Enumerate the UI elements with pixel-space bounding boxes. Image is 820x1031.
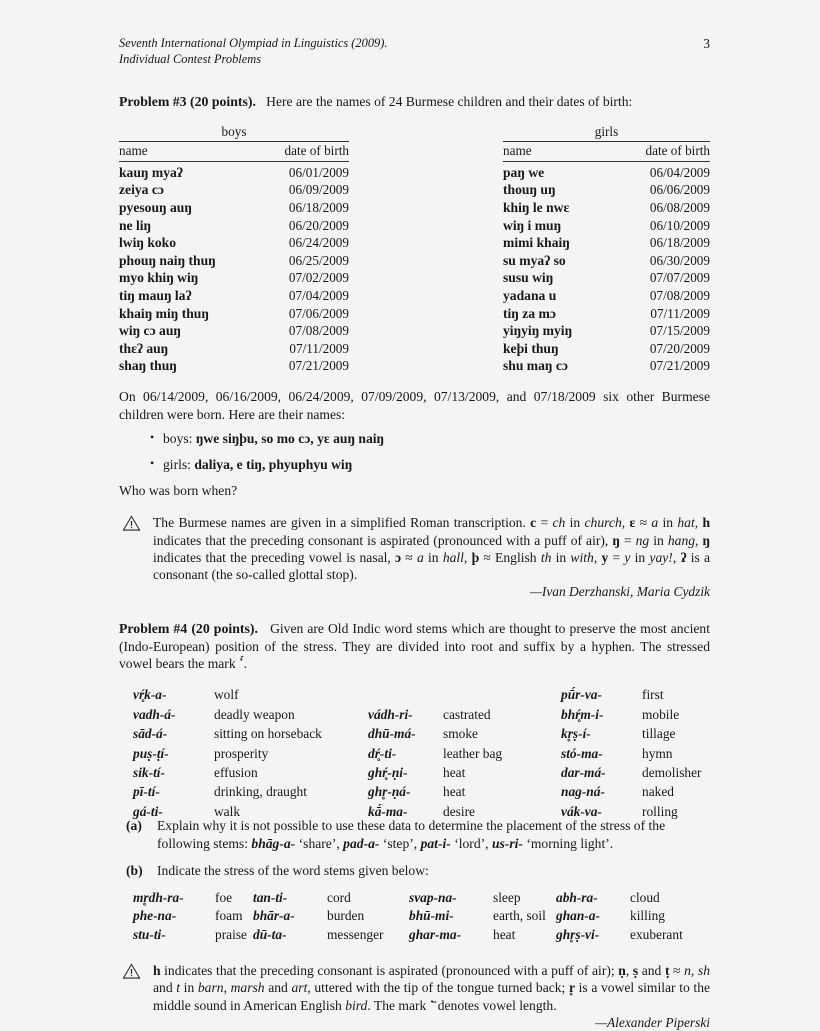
note-seg: in: [551, 549, 571, 565]
glossary-column-3: [561, 685, 702, 821]
running-head: [119, 36, 710, 67]
length-mark: ˙̄: [429, 997, 435, 1013]
stem-word: dhū-má-: [368, 726, 416, 742]
note-seg: ,: [625, 963, 633, 979]
note-seg: church: [584, 515, 622, 531]
girls-dob: 06/08/2009: [649, 199, 710, 215]
note-seg: ŋ: [702, 532, 711, 548]
stem-word: kā́-ma-: [368, 803, 408, 819]
part-a-text: Explain why it is not possible to use these data to determine the placement of the stress of the following stems: bhāg-a- ‘share’, pad-a- ‘step’, pat-i- ‘lord’, us-ri- ‘morning light’.: [157, 818, 666, 851]
stem-word: ghan-a-: [556, 908, 600, 924]
girls-dob: 06/06/2009: [649, 182, 710, 198]
boys-dob: 07/11/2009: [289, 340, 349, 356]
part-b-label: (b): [126, 862, 143, 878]
boys-name: wiŋ cɔ auŋ: [119, 323, 181, 339]
glossary-b-column-2: [253, 889, 384, 944]
list-item: [133, 724, 322, 743]
table-row: [503, 358, 710, 376]
list-item: [561, 763, 702, 782]
bullet-label-boys: boys:: [163, 430, 193, 446]
problem3-title: Problem #3 (20 points).: [119, 94, 256, 109]
list-item: [409, 907, 546, 925]
table-row: [503, 199, 710, 217]
table-row: [119, 199, 349, 217]
stem-gloss: ‘step’: [382, 835, 414, 851]
stem-word: ghar-ma-: [409, 926, 462, 942]
boys-name: phouŋ naiŋ thuŋ: [119, 252, 216, 268]
problem4-title: Problem #4 (20 points).: [119, 621, 258, 637]
table-row: [119, 252, 349, 270]
problem3-intro: Here are the names of 24 Burmese children and their dates of birth:: [266, 94, 633, 109]
table-row: [119, 235, 349, 253]
stem-word: pī-tí-: [133, 784, 160, 800]
note-seg: a: [651, 515, 659, 531]
girls-name: yadana u: [503, 287, 557, 303]
stem-gloss: walk: [214, 803, 241, 819]
boys-dob: 06/09/2009: [288, 182, 349, 198]
boys-table-caption: boys: [221, 124, 247, 140]
table-row: [119, 182, 349, 200]
stem-word: us-ri-: [491, 835, 523, 851]
note-seg: t: [176, 980, 181, 996]
list-item: [368, 724, 502, 743]
stem-word: kr̥ṣ-í-: [561, 726, 591, 742]
stem-gloss: heat: [443, 784, 466, 800]
list-item: [133, 763, 322, 782]
list-item: [556, 926, 683, 944]
note-seg: h: [153, 963, 161, 979]
problem4-note: [119, 962, 710, 1014]
stem-word: pū́r-va-: [561, 687, 602, 703]
note-seg: hang: [667, 532, 696, 548]
girls-header-name: name: [503, 142, 610, 162]
list-item: [561, 705, 702, 724]
note-seg: n: [684, 963, 691, 979]
table-row: [119, 287, 349, 305]
part-a-seg: .: [609, 835, 614, 851]
girls-name: wiŋ i muŋ: [503, 217, 562, 233]
running-head-line2: Individual Contest Problems: [119, 51, 262, 66]
boys-dob: 07/06/2009: [288, 305, 349, 321]
stem-word: stu-ti-: [133, 926, 166, 942]
list-item: [163, 456, 710, 473]
problem3-question: Who was born when?: [119, 482, 238, 498]
note-seg: ṭ: [664, 963, 670, 979]
note-seg: sh: [697, 963, 711, 979]
note-seg: th: [540, 549, 552, 565]
problem3-note: [119, 514, 710, 583]
stem-word: stó-ma-: [561, 745, 603, 761]
glossary-b-column-1: [133, 889, 247, 944]
problem4-part-a: [119, 817, 710, 852]
girls-dob: 07/21/2009: [649, 358, 710, 374]
part-b-text: Indicate the stress of the word stems given below:: [157, 862, 429, 878]
list-item: [253, 889, 384, 907]
boys-table-body: [119, 162, 349, 376]
table-row: [503, 305, 710, 323]
note-seg: in: [423, 549, 443, 565]
problem4-byline: —Alexander Piperski: [595, 1015, 710, 1031]
boys-dob: 06/01/2009: [288, 164, 349, 180]
girls-name: khiŋ le nwɛ: [503, 199, 570, 215]
stem-word: bhū-mi-: [409, 908, 454, 924]
note-seg: with: [570, 549, 594, 565]
girls-dob: 07/15/2009: [649, 323, 710, 339]
stress-mark: ˙́: [239, 656, 244, 671]
stem-word: bhŕ̥m-i-: [561, 706, 604, 722]
note-seg: h: [702, 515, 711, 531]
note-seg: ,: [672, 549, 681, 565]
glossary-b-column-4: [556, 889, 683, 944]
note-seg: in: [658, 515, 678, 531]
note-seg: ,: [695, 532, 703, 548]
list-item: [133, 889, 247, 907]
glossary-column-2: [368, 705, 502, 821]
note-seg: r̥: [568, 980, 576, 996]
girls-table: [503, 124, 710, 375]
stem-gloss: effusion: [214, 764, 258, 780]
boys-name: myo khiŋ wiŋ: [119, 270, 199, 286]
glossary-column-1: [133, 685, 322, 821]
stem-gloss: desire: [443, 803, 475, 819]
table-row: [119, 358, 349, 376]
problem4-heading: [119, 620, 710, 672]
girls-dob: 07/08/2009: [649, 287, 710, 303]
stem-word: bhār-a-: [253, 908, 295, 924]
girls-table-body: [503, 162, 710, 376]
boys-name: shaŋ thuŋ: [119, 358, 177, 374]
table-row: [503, 235, 710, 253]
note-seg: , uttered with the tip of the tongue turned back;: [307, 980, 569, 996]
note-seg: in: [630, 549, 650, 565]
stem-word: puṣ-ṭí-: [133, 745, 169, 761]
note-seg: is a vowel similar to the middle sound in American English: [153, 980, 711, 1013]
stem-word: ghr̥ṣ-vi-: [556, 926, 600, 942]
boys-name: ne liŋ: [119, 217, 152, 233]
note-seg: bird: [345, 997, 368, 1013]
stem-gloss: burden: [327, 908, 365, 924]
note-seg: . The mark: [367, 997, 430, 1013]
list-item: [133, 705, 322, 724]
note-seg: barn: [197, 980, 224, 996]
note-seg: ,: [593, 549, 602, 565]
problem4-part-b-glossary: [119, 889, 710, 947]
stem-word: abh-ra-: [556, 890, 598, 906]
girls-dob: 06/30/2009: [649, 252, 710, 268]
table-row: [503, 252, 710, 270]
stem-gloss: drinking, draught: [214, 784, 307, 800]
girls-name: su myaʔ so: [503, 252, 566, 268]
girls-name: mimi khaiŋ: [503, 235, 570, 251]
note-seg: indicates that the preceding consonant is aspirated (pronounced with a puff of air);: [160, 963, 619, 979]
stem-word: ghr̥-ṇá-: [368, 784, 411, 800]
list-item: [368, 763, 502, 782]
note-seg: is a consonant (the so-called glottal stop).: [153, 549, 711, 583]
bullet-names-boys: ŋwe siŋþu, so mo cɔ, yɛ auŋ naiŋ: [195, 430, 385, 446]
warning-icon: [122, 515, 141, 531]
note-seg: indicates that the preceding vowel is nasal,: [153, 549, 396, 565]
stem-gloss: naked: [642, 784, 674, 800]
note-seg: ,: [694, 515, 703, 531]
note-seg: ,: [690, 963, 698, 979]
list-item: [561, 744, 702, 763]
note-seg: in: [565, 515, 585, 531]
note-seg: hat: [677, 515, 695, 531]
boys-dob: 06/20/2009: [288, 217, 349, 233]
glossary-b-column-3: [409, 889, 546, 944]
girls-name: keþi thuŋ: [503, 340, 559, 356]
problem4-intro: Given are Old Indic word stems which are thought to preserve the most ancient (Indo-European) position of the stress. They are divided into root and suffix by a hyphen. The stressed vowel bears the mark: [119, 621, 710, 671]
stem-word: vŕ̥k-a-: [133, 687, 167, 703]
stem-gloss: rolling: [642, 803, 678, 819]
stem-word: dū-ta-: [253, 926, 287, 942]
problem3-byline: —Ivan Derzhanski, Maria Cydzik: [529, 584, 710, 600]
note-seg: indicates that the preceding consonant is aspirated (pronounced with a puff of air),: [153, 532, 613, 548]
list-item: [133, 782, 322, 801]
stem-word: dŕ̥-ti-: [368, 745, 397, 761]
table-row: [503, 182, 710, 200]
stem-word: vadh-á-: [133, 706, 176, 722]
stem-word: gá-ti-: [133, 803, 163, 819]
stem-word: nag-ná-: [561, 784, 605, 800]
stem-gloss: sleep: [493, 890, 521, 906]
problem4-intro-end: .: [243, 656, 247, 671]
boys-name: khaiŋ miŋ thuŋ: [119, 305, 209, 321]
stem-gloss: heat: [443, 764, 466, 780]
stem-gloss: sitting on horseback: [214, 726, 322, 742]
stem-gloss: castrated: [443, 706, 491, 722]
list-item: [133, 685, 322, 704]
boys-name: kauŋ myaʔ: [119, 164, 183, 180]
stem-word: bhāg-a-: [251, 835, 296, 851]
note-seg: ≈ English: [479, 549, 541, 565]
table-row: [119, 340, 349, 358]
note-seg: and: [153, 980, 177, 996]
note-seg: y: [601, 549, 609, 565]
stem-gloss: demolisher: [642, 764, 702, 780]
note-seg: The Burmese names are given in a simplified Roman transcription.: [153, 515, 531, 531]
girls-name: paŋ we: [503, 164, 545, 180]
boys-name: pyesouŋ auŋ: [119, 199, 192, 215]
stem-word: phe-na-: [133, 908, 177, 924]
name-tables: [119, 124, 710, 375]
note-seg: yay!: [649, 549, 673, 565]
note-seg: in: [649, 532, 668, 548]
stem-word: ghŕ̥-ṇi-: [368, 764, 408, 780]
girls-header-dob: date of birth: [610, 142, 710, 162]
table-row: [503, 287, 710, 305]
girls-dob: 06/10/2009: [649, 217, 710, 233]
stem-gloss: prosperity: [214, 745, 269, 761]
list-item: [409, 889, 546, 907]
girls-dob: 07/11/2009: [650, 305, 710, 321]
problem3-bullet-list: [119, 430, 710, 473]
problem4-note-text: [153, 962, 710, 1014]
note-seg: ,: [463, 549, 472, 565]
girls-table-caption: girls: [594, 124, 619, 140]
table-row: [119, 162, 349, 182]
stem-gloss: killing: [630, 908, 665, 924]
boys-name: lwiŋ koko: [119, 235, 177, 251]
stem-word: sād-á-: [133, 726, 168, 742]
boys-dob: 07/02/2009: [288, 270, 349, 286]
note-seg: ,: [621, 515, 630, 531]
stem-gloss: first: [642, 687, 664, 703]
stem-gloss: ‘share’: [298, 835, 337, 851]
stem-gloss: mobile: [642, 706, 680, 722]
list-item: [368, 705, 502, 724]
table-row: [503, 340, 710, 358]
note-seg: c: [530, 515, 537, 531]
note-seg: in: [180, 980, 198, 996]
stem-word: vák-va-: [561, 803, 602, 819]
boys-name: zeiya cɔ: [119, 182, 164, 198]
table-row: [503, 323, 710, 341]
stem-gloss: cord: [327, 890, 351, 906]
list-item: [561, 685, 702, 704]
note-seg: ,: [223, 980, 231, 996]
note-seg: ch: [552, 515, 566, 531]
stem-word: tan-ti-: [253, 890, 288, 906]
stem-gloss: heat: [493, 926, 516, 942]
stem-gloss: hymn: [642, 745, 673, 761]
list-item: [556, 907, 683, 925]
note-seg: ≈: [401, 549, 417, 565]
stem-word: pat-i-: [420, 835, 451, 851]
list-item: [409, 926, 546, 944]
boys-dob: 06/25/2009: [288, 252, 349, 268]
boys-dob: 06/18/2009: [288, 199, 349, 215]
girls-name: susu wiŋ: [503, 270, 554, 286]
table-row: [503, 270, 710, 288]
stem-gloss: messenger: [327, 926, 384, 942]
part-a-label: (a): [126, 818, 142, 834]
boys-table: [119, 124, 349, 375]
stem-gloss: foam: [215, 908, 243, 924]
note-seg: ʔ: [680, 549, 687, 565]
note-seg: ɛ: [629, 515, 636, 531]
note-seg: a: [417, 549, 424, 565]
problem3-heading: [119, 93, 710, 110]
stem-gloss: earth, soil: [493, 908, 546, 924]
girls-name: yiŋyiŋ myiŋ: [503, 323, 573, 339]
boys-dob: 07/21/2009: [288, 358, 349, 374]
table-row: [119, 305, 349, 323]
girls-name: shu maŋ cɔ: [503, 358, 568, 374]
note-seg: ≈: [669, 963, 685, 979]
note-seg: and: [264, 980, 292, 996]
table-row: [503, 162, 710, 182]
list-item: [133, 744, 322, 763]
girls-name: thouŋ uŋ: [503, 182, 556, 198]
list-item: [133, 926, 247, 944]
stem-gloss: praise: [215, 926, 247, 942]
list-item: [368, 744, 502, 763]
note-seg: hall: [442, 549, 464, 565]
page-number: 3: [703, 36, 710, 51]
list-item: [561, 782, 702, 801]
table-row: [503, 217, 710, 235]
stem-gloss: wolf: [214, 687, 239, 703]
bullet-label-girls: girls:: [163, 456, 191, 472]
stem-gloss: foe: [215, 890, 233, 906]
running-head-line1: Seventh International Olympiad in Linguistics (2009).: [119, 36, 388, 50]
note-seg: denotes vowel length.: [434, 997, 557, 1013]
table-row: [119, 270, 349, 288]
table-row: [119, 323, 349, 341]
boys-name: thɛʔ auŋ: [119, 340, 169, 356]
note-seg: =: [608, 549, 625, 565]
table-row: [119, 217, 349, 235]
girls-dob: 07/20/2009: [649, 340, 710, 356]
stem-word: mr̥dh-ra-: [133, 890, 184, 906]
boys-dob: 07/04/2009: [288, 287, 349, 303]
girls-dob: 06/04/2009: [649, 164, 710, 180]
problem3-paragraph: On 06/14/2009, 06/16/2009, 06/24/2009, 07/09/2009, 07/13/2009, and 07/18/2009 six other Burmese children were born. Here are their names:: [119, 389, 710, 422]
problem4-glossary: [119, 685, 710, 819]
stem-gloss: smoke: [443, 726, 478, 742]
note-seg: art: [291, 980, 308, 996]
stem-gloss: exuberant: [630, 926, 683, 942]
note-seg: ṣ: [632, 963, 639, 979]
list-item: [368, 782, 502, 801]
stem-word: pad-a-: [343, 835, 380, 851]
stem-word: vádh-ri-: [368, 706, 413, 722]
girls-dob: 07/07/2009: [649, 270, 710, 286]
note-seg: marsh: [230, 980, 265, 996]
boys-dob: 06/24/2009: [288, 235, 349, 251]
note-seg: þ: [471, 549, 480, 565]
note-seg: =: [536, 515, 553, 531]
stem-gloss: cloud: [630, 890, 660, 906]
note-seg: ṇ: [618, 963, 626, 979]
note-seg: =: [619, 532, 636, 548]
stem-word: dar-má-: [561, 764, 606, 780]
list-item: [163, 430, 710, 447]
list-item: [253, 926, 384, 944]
girls-name: tiŋ za mɔ: [503, 305, 556, 321]
stem-gloss: tillage: [642, 726, 676, 742]
girls-dob: 06/18/2009: [649, 235, 710, 251]
note-seg: and: [638, 963, 665, 979]
list-item: [253, 907, 384, 925]
list-item: [133, 907, 247, 925]
boys-name: tiŋ mauŋ laʔ: [119, 287, 192, 303]
note-seg: ≈: [635, 515, 652, 531]
stem-word: svap-na-: [409, 890, 457, 906]
note-seg: ng: [635, 532, 650, 548]
warning-icon: [122, 963, 141, 979]
boys-dob: 07/08/2009: [288, 323, 349, 339]
stem-gloss: ‘lord’: [454, 835, 486, 851]
boys-header-name: name: [119, 142, 257, 162]
problem4-part-b: [119, 862, 710, 879]
stem-word: sik-tí-: [133, 764, 165, 780]
problem3-note-text: [153, 514, 710, 583]
stem-gloss: leather bag: [443, 745, 503, 761]
bullet-names-girls: daliya, e tiŋ, phyuphyu wiŋ: [194, 456, 353, 472]
part-a-seg: Explain why it is not possible to use these data to determine the placement of the stress of the following stems:: [157, 818, 666, 851]
boys-header-dob: date of birth: [257, 142, 349, 162]
note-seg: ŋ: [612, 532, 620, 548]
note-seg: y: [624, 549, 631, 565]
note-seg: ɔ: [395, 549, 402, 565]
stem-gloss: ‘morning light’: [526, 835, 610, 851]
list-item: [556, 889, 683, 907]
list-item: [561, 724, 702, 743]
stem-gloss: deadly weapon: [214, 706, 295, 722]
